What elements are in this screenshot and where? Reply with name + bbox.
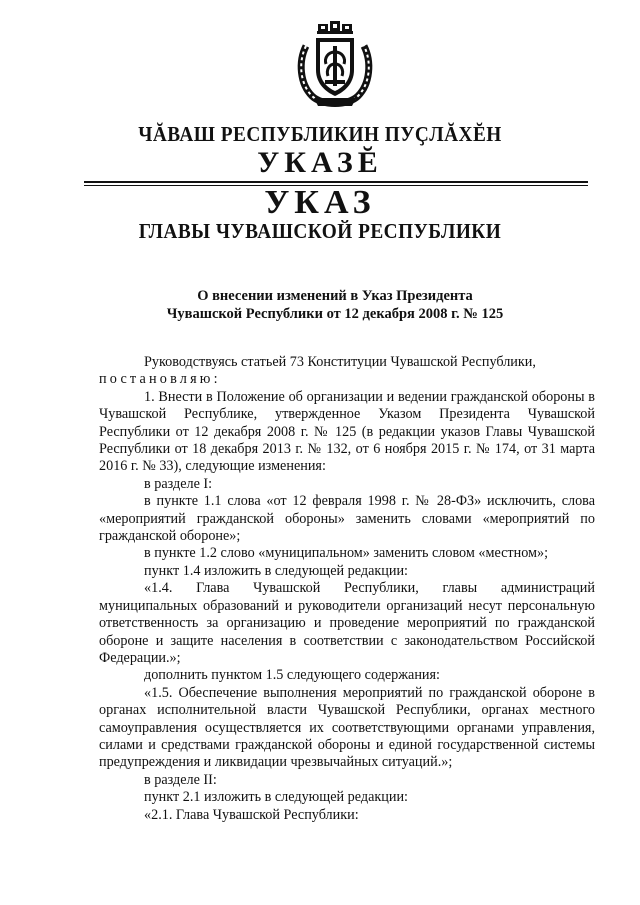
paragraph-8: «1.5. Обеспечение выполнения мероприятий по гражданской обороне в органах исполнительной власти Чувашской Республики, органах местного самоуправления осуществляется их соответствующими органами управления, силами и средствами гражданской обороны и единой государственной системы предупреждения и ликвидации чрезвычайных ситуаций.»; xyxy=(99,684,595,771)
subject-line-2: Чувашской Республики от 12 декабря 2008 г. № 125 xyxy=(166,306,504,322)
issuer-subtitle: ГЛАВЫ ЧУВАШСКОЙ РЕСПУБЛИКИ xyxy=(138,219,502,243)
paragraph-10: пункт 2.1 изложить в следующей редакции: xyxy=(144,789,408,806)
document-subject xyxy=(120,287,550,323)
paragraph-6: «1.4. Глава Чувашской Республики, главы администраций муниципальных образований и руководители организаций несут персональную ответственность за организацию и проведение мероприятий по гражданской обороне и защите населения в соответствии с законодательством Российской Федерации.»; xyxy=(99,580,595,666)
paragraph-2: в разделе I: xyxy=(144,475,213,492)
paragraph-3: в пункте 1.1 слова «от 12 февраля 1998 г. № 28-ФЗ» исключить, слова «мероприятий гражданской обороны» заменить словами «мероприятий по гражданской обороне»; xyxy=(99,493,595,545)
paragraph-4: в пункте 1.2 слово «муниципальном» заменить словом «местном»; xyxy=(144,545,549,562)
ukaz-heading: УКАЗ xyxy=(264,184,376,221)
coat-of-arms-emblem xyxy=(292,18,378,110)
paragraph-9: в разделе II: xyxy=(144,771,217,788)
intro-paragraph: Руководствуясь статьей 73 Конституции Чувашской Республики, xyxy=(144,354,536,370)
document-body xyxy=(99,354,595,824)
paragraph-11: «2.1. Глава Чувашской Республики: xyxy=(144,806,359,823)
paragraph-5: пункт 1.4 изложить в следующей редакции: xyxy=(144,562,408,579)
chuvash-title: ЧĂВАШ РЕСПУБЛИКИН ПУҪЛĂХĔН xyxy=(138,122,502,146)
postanovlyayu-word: постановляю: xyxy=(99,371,221,388)
paragraph-1: 1. Внести в Положение об организации и ведении гражданской обороны в Чувашской Республике, утвержденное Указом Президента Чувашской Республики от 12 декабря 2008 г. № 125 (в редакции указов Главы Чувашской Республики от 18 декабря 2013 г. № 132, от 6 ноября 2015 г. № 174, от 31 марта 2016 г. № 33), следующие изменения: xyxy=(99,388,595,475)
subject-line-1: О внесении изменений в Указ Президента xyxy=(197,288,473,304)
paragraph-7: дополнить пунктом 1.5 следующего содержания: xyxy=(144,667,440,684)
chuvash-ukaze-heading: УКАЗĔ xyxy=(257,146,383,179)
divider-thick xyxy=(84,181,588,183)
